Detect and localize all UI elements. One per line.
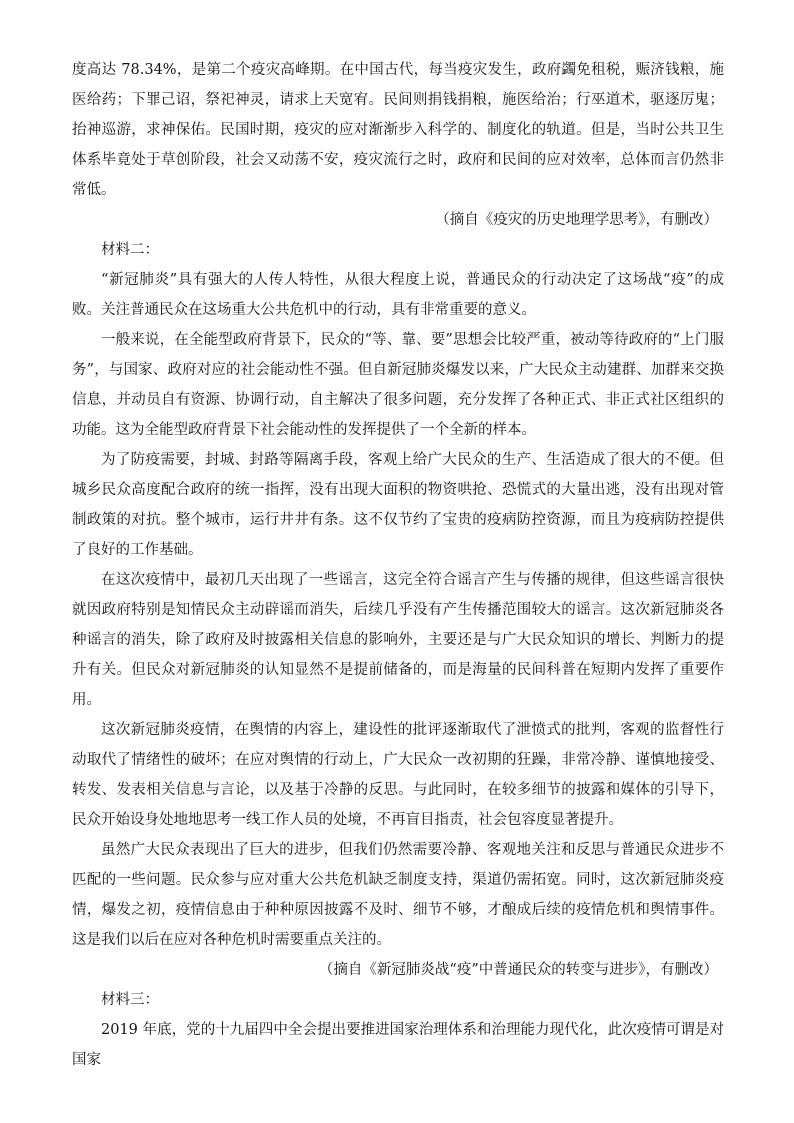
paragraph: “新冠肺炎”具有强大的人传人特性，从很大程度上说，普通民众的行动决定了这场战“疫”的成败。关注普通民众在这场重大公共危机中的行动，具有非常重要的意义。 (72, 272, 724, 318)
source-citation-1: （摘自《疫灾的历史地理学思考》，有删改） (435, 212, 718, 228)
paragraph: 这次新冠肺炎疫情，在舆情的内容上，建设性的批评逐渐取代了泄愤式的批判，客观的监督性行动取代了情绪性的破坏；在应对舆情的行动上，广大民众一改初期的狂躁，非常冷静、谨慎地接受、转发、发表相关信息与言论，以及基于冷静的反思。与此同时，在较多细节的披露和媒体的引导下，民众开始设身处地地思考一线工作人员的处境，不再盲目指责，社会包容度显著提升。 (72, 722, 724, 828)
material-label-3: 材料三： (101, 992, 159, 1008)
paragraph-continued: 度高达 78.34%，是第二个疫灾高峰期。在中国古代，每当疫灾发生，政府蠲免租税，赈济钱粮，施医给药；下罪己诏，祭祀神灵，请求上天宽宥。民间则捐钱捐粮，施医给治；行巫道术，驱逐厉鬼；抬神巡游，求神保佑。民国时期，疫灾的应对渐渐步入科学的、制度化的轨道。但是，当时公共卫生体系毕竟处于草创阶段，社会又动荡不安，疫灾流行之时，政府和民间的应对效率，总体而言仍然非常低。 (72, 62, 724, 198)
paragraph: 为了防疫需要，封城、封路等隔离手段，客观上给广大民众的生产、生活造成了很大的不便。但城乡民众高度配合政府的统一指挥，没有出现大面积的物资哄抢、恐慌式的大量出逃，没有出现对管制政策的对抗。整个城市，运行井井有条。这不仅节约了宝贵的疫病防控资源，而且为疫病防控提供了良好的工作基础。 (72, 452, 724, 558)
source-citation-2: （摘自《新冠肺炎战“疫”中普通民众的转变与进步》，有删改） (318, 962, 718, 978)
paragraph: 2019 年底，党的十九届四中全会提出要推进国家治理体系和治理能力现代化，此次疫情可谓是对国家 (72, 1022, 724, 1068)
document-page (72, 55, 724, 1075)
paragraph: 一般来说，在全能型政府背景下，民众的“等、靠、要”思想会比较严重，被动等待政府的“上门服务”，与国家、政府对应的社会能动性不强。但自新冠肺炎爆发以来，广大民众主动建群、加群来交换信息，并动员自有资源、协调行动，自主解决了很多问题，充分发挥了各种正式、非正式社区组织的功能。这为全能型政府背景下社会能动性的发挥提供了一个全新的样本。 (72, 332, 724, 438)
paragraph: 虽然广大民众表现出了巨大的进步，但我们仍然需要冷静、客观地关注和反思与普通民众进步不匹配的一些问题。民众参与应对重大公共危机缺乏制度支持，渠道仍需拓宽。同时，这次新冠肺炎疫情，爆发之初，疫情信息由于种种原因披露不及时、细节不够，才酿成后续的疫情危机和舆情事件。这是我们以后在应对各种危机时需要重点关注的。 (72, 842, 724, 948)
paragraph: 在这次疫情中，最初几天出现了一些谣言，这完全符合谣言产生与传播的规律，但这些谣言很快就因政府特别是知情民众主动辟谣而消失，后续几乎没有产生传播范围较大的谣言。这次新冠肺炎各种谣言的消失，除了政府及时披露相关信息的影响外，主要还是与广大民众知识的增长、判断力的提升有关。但民众对新冠肺炎的认知显然不是提前储备的，而是海量的民间科普在短期内发挥了重要作用。 (72, 572, 724, 708)
material-label-2: 材料二： (101, 242, 159, 258)
